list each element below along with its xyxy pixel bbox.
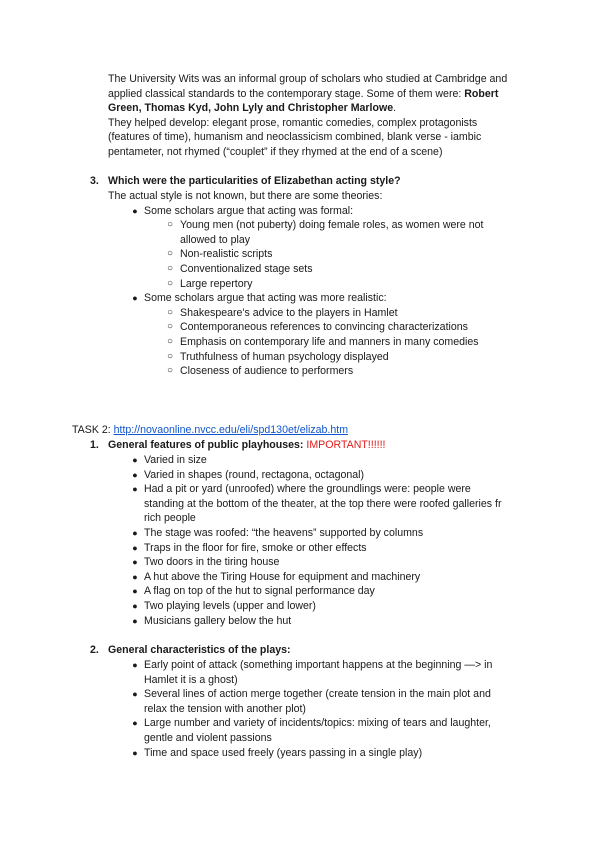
list-item-continuation bbox=[126, 673, 570, 688]
question-3-heading-row bbox=[90, 174, 570, 189]
list-item-text: Varied in shapes (round, rectagona, octagonal) bbox=[144, 468, 365, 481]
list-item-text: standing at the bottom of the theater, at the top there were roofed galleries fr bbox=[144, 497, 502, 510]
intro-names-b: Green, Thomas Kyd, John Lyly and Christopher Marlowe bbox=[108, 102, 394, 115]
bullet-icon: ● bbox=[132, 571, 138, 582]
list-item-text: Large repertory bbox=[180, 277, 253, 290]
list-item-text: Contemporaneous references to convincing characterizations bbox=[180, 321, 468, 334]
list-item-text: Early point of attack (something important happens at the beginning —> in bbox=[144, 659, 493, 671]
question-3-section bbox=[90, 174, 570, 379]
bullet-icon: ● bbox=[132, 660, 138, 670]
list-item bbox=[126, 291, 570, 306]
bullet-icon: ● bbox=[132, 600, 138, 611]
list-item bbox=[126, 687, 570, 702]
list-item bbox=[126, 482, 570, 497]
develop-line-2: (features of time), humanism and neoclassicism combined, blank verse - iambic bbox=[108, 131, 482, 144]
circle-bullet-icon: ○ bbox=[166, 365, 174, 377]
develop-line-3: pentameter, not rhymed (“couplet” if they rhymed at the end of a scene) bbox=[108, 145, 443, 158]
section-2-heading-row bbox=[90, 643, 570, 658]
bullet-icon: ● bbox=[132, 484, 138, 495]
list-item-text: Non-realistic scripts bbox=[180, 248, 273, 261]
intro-line-2-text: applied classical standards to the contemporary stage. Some of them were: bbox=[108, 87, 462, 100]
list-item-continuation bbox=[126, 497, 570, 512]
intro-names-a: Robert bbox=[464, 87, 499, 100]
list-item-text: relax the tension with another plot) bbox=[144, 702, 306, 715]
list-item-text: Varied in size bbox=[144, 454, 207, 466]
question-3-heading: Which were the particularities of Elizabethan acting style? bbox=[108, 175, 401, 187]
list-item-text: rich people bbox=[144, 512, 196, 525]
section-2-heading: General characteristics of the plays: bbox=[108, 644, 291, 656]
section-2-number: 2. bbox=[90, 644, 99, 656]
task-2-line bbox=[72, 423, 572, 438]
list-item bbox=[126, 746, 570, 761]
list-item-text: The stage was roofed: “the heavens” supported by columns bbox=[144, 526, 424, 539]
list-item bbox=[126, 526, 570, 541]
important-label: IMPORTANT!!!!!! bbox=[306, 439, 386, 451]
section-1-heading: General features of public playhouses: bbox=[108, 439, 304, 451]
intro-line-2 bbox=[108, 87, 548, 102]
circle-bullet-icon: ○ bbox=[166, 219, 174, 231]
intro-line-1: The University Wits was an informal group of scholars who studied at Cambridge and bbox=[108, 73, 508, 85]
list-item-continuation bbox=[126, 511, 570, 526]
circle-bullet-icon: ○ bbox=[166, 350, 174, 362]
list-item-text: Musicians gallery below the hut bbox=[144, 614, 292, 627]
list-item bbox=[162, 247, 570, 262]
list-item-text: Traps in the floor for fire, smoke or other effects bbox=[144, 541, 367, 554]
list-item bbox=[126, 599, 570, 614]
list-item bbox=[162, 320, 570, 335]
group-1-label: Some scholars argue that acting was formal: bbox=[144, 204, 354, 217]
circle-bullet-icon: ○ bbox=[166, 262, 174, 274]
list-item-text: Several lines of action merge together (create tension in the main plot and bbox=[144, 688, 491, 701]
bullet-icon: ● bbox=[132, 455, 138, 465]
list-item bbox=[126, 541, 570, 556]
list-item-continuation bbox=[126, 731, 570, 746]
list-item-text: Shakespeare's advice to the players in Hamlet bbox=[180, 306, 398, 319]
circle-bullet-icon: ○ bbox=[166, 335, 174, 347]
section-1-heading-row bbox=[90, 438, 570, 453]
section-1-number: 1. bbox=[90, 439, 99, 451]
list-item bbox=[126, 555, 570, 570]
question-3-number: 3. bbox=[90, 175, 99, 187]
list-item-text: Young men (not puberty) doing female roles, as women were not bbox=[180, 219, 484, 232]
list-item-text: A hut above the Tiring House for equipment and machinery bbox=[144, 570, 421, 583]
intro-line-3 bbox=[108, 101, 548, 116]
list-item-text: Conventionalized stage sets bbox=[180, 262, 313, 275]
task-2-label: TASK 2: bbox=[72, 424, 111, 436]
develop-line-1: They helped develop: elegant prose, romantic comedies, complex protagonists bbox=[108, 116, 478, 129]
intro-paragraph bbox=[108, 72, 548, 160]
bullet-icon: ● bbox=[132, 615, 138, 626]
list-item bbox=[126, 614, 570, 629]
list-item-continuation bbox=[126, 702, 570, 717]
bullet-icon: ● bbox=[132, 542, 138, 553]
task-2-link[interactable]: http://novaonline.nvcc.edu/eli/spd130et/elizab.htm bbox=[113, 424, 349, 436]
list-item bbox=[162, 218, 570, 233]
bullet-icon: ● bbox=[132, 527, 138, 538]
list-item bbox=[162, 306, 570, 321]
bullet-icon: ● bbox=[132, 293, 138, 304]
list-item bbox=[162, 350, 570, 365]
section-1-heading-wrap bbox=[108, 438, 385, 453]
list-item-text: Had a pit or yard (unroofed) where the groundlings were: people were bbox=[144, 483, 471, 496]
list-item bbox=[162, 364, 570, 379]
list-item bbox=[126, 716, 570, 731]
list-item-text: gentle and violent passions bbox=[144, 731, 272, 744]
circle-bullet-icon: ○ bbox=[166, 306, 174, 318]
list-item bbox=[162, 335, 570, 350]
bullet-icon: ● bbox=[132, 205, 138, 216]
bullet-icon: ● bbox=[132, 718, 138, 729]
question-3-intro: The actual style is not known, but there are some theories: bbox=[108, 190, 383, 202]
list-item-text: Time and space used freely (years passing in a single play) bbox=[144, 746, 423, 759]
bullet-icon: ● bbox=[132, 557, 138, 568]
list-item-text: Closeness of audience to performers bbox=[180, 365, 354, 378]
intro-period: . bbox=[393, 102, 397, 115]
circle-bullet-icon: ○ bbox=[166, 277, 174, 289]
list-item-text: Large number and variety of incidents/topics: mixing of tears and laughter, bbox=[144, 717, 491, 730]
list-item bbox=[126, 570, 570, 585]
list-item-text: Two playing levels (upper and lower) bbox=[144, 599, 316, 612]
list-item-text: Hamlet it is a ghost) bbox=[144, 673, 238, 686]
section-1 bbox=[90, 438, 570, 628]
bullet-icon: ● bbox=[132, 747, 138, 758]
section-2 bbox=[90, 643, 570, 760]
group-2-label: Some scholars argue that acting was more realistic: bbox=[144, 292, 387, 305]
list-item-continuation bbox=[162, 233, 570, 248]
list-item bbox=[162, 262, 570, 277]
list-item-text: A flag on top of the hut to signal performance day bbox=[144, 585, 375, 598]
list-item-text: allowed to play bbox=[180, 233, 251, 246]
list-item bbox=[126, 204, 570, 219]
bullet-icon: ● bbox=[132, 689, 138, 700]
bullet-icon: ● bbox=[132, 586, 138, 597]
list-item-text: Two doors in the tiring house bbox=[144, 556, 280, 569]
list-item-text: Truthfulness of human psychology displayed bbox=[180, 350, 389, 363]
bullet-icon: ● bbox=[132, 469, 138, 480]
list-item bbox=[162, 277, 570, 292]
circle-bullet-icon: ○ bbox=[166, 321, 174, 333]
circle-bullet-icon: ○ bbox=[166, 248, 174, 260]
list-item bbox=[126, 584, 570, 599]
list-item bbox=[126, 468, 570, 483]
list-item-text: Emphasis on contemporary life and manners in many comedies bbox=[180, 335, 479, 348]
list-item bbox=[126, 658, 570, 673]
list-item bbox=[126, 453, 570, 468]
